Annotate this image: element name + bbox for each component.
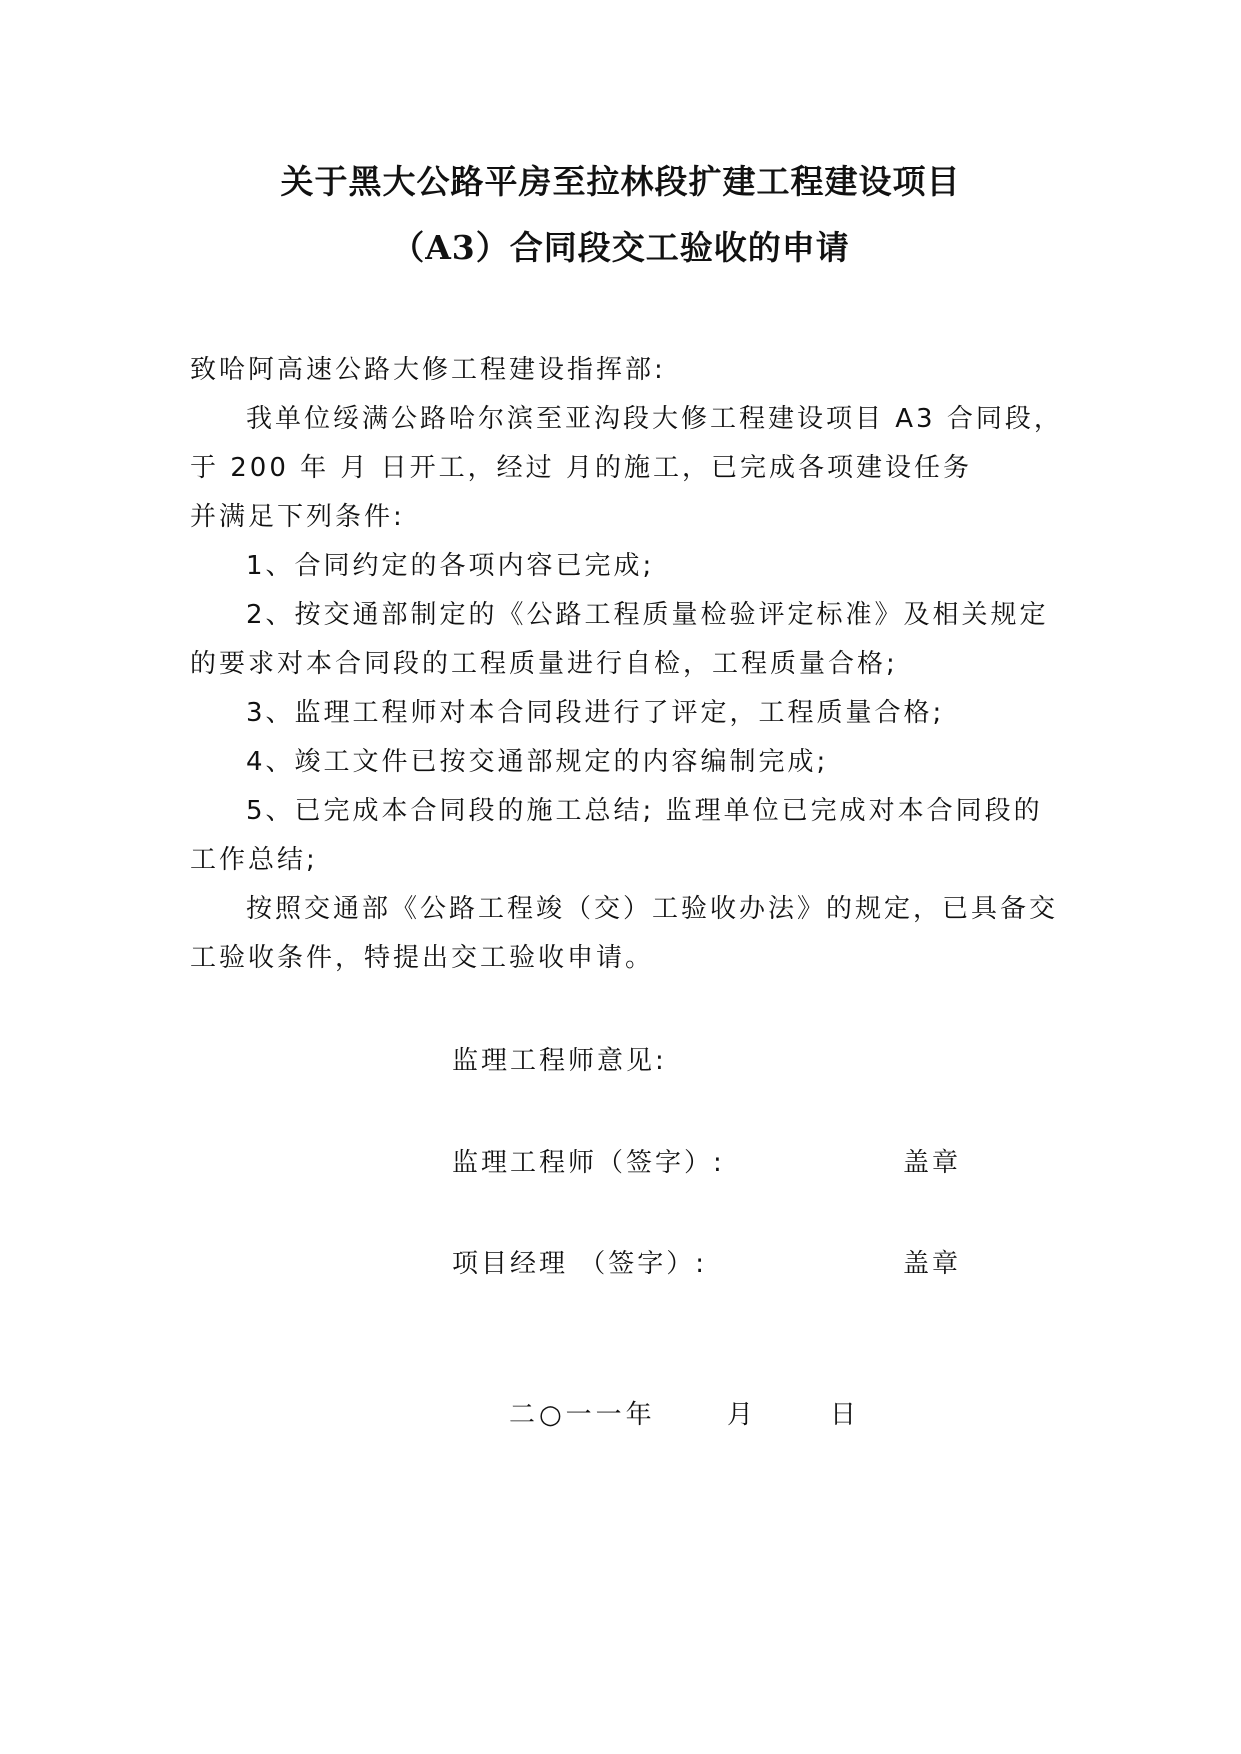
condition-item-2 — [190, 591, 1052, 689]
supervisor-signature-label: 监理工程师（签字）: — [452, 1148, 725, 1178]
paragraph-intro — [190, 395, 1063, 542]
manager-seal-label: 盖章 — [903, 1249, 962, 1279]
addressee: 致哈阿高速公路大修工程建设指挥部: — [190, 355, 666, 385]
manager-signature-label: 项目经理 （签字）: — [452, 1249, 708, 1279]
document-title-line-1: 关于黑大公路平房至拉林段扩建工程建设项目 — [280, 162, 961, 201]
paragraph-line: 4、竣工文件已按交通部规定的内容编制完成; — [246, 747, 829, 777]
condition-item-5 — [190, 787, 1052, 885]
paragraph-line: 按照交通部《公路工程竣（交）工验收办法》的规定，已具备交 — [246, 894, 1059, 924]
condition-item-4 — [190, 738, 1052, 787]
paragraph-line: 并满足下列条件: — [190, 502, 405, 532]
document-title-line-2: （A3）合同段交工验收的申请 — [391, 228, 850, 267]
paragraph-line: 3、监理工程师对本合同段进行了评定，工程质量合格; — [246, 698, 945, 728]
paragraph-line: 我单位绥满公路哈尔滨至亚沟段大修工程建设项目 A3 合同段， — [246, 404, 1063, 434]
date-day: 日 — [830, 1400, 861, 1430]
paragraph-line: 2、按交通部制定的《公路工程质量检验评定标准》及相关规定 — [246, 600, 1049, 630]
paragraph-line: 1、合同约定的各项内容已完成; — [246, 551, 655, 581]
date-year: 二○一一年 — [509, 1400, 656, 1430]
supervisor-opinion-label: 监理工程师意见: — [452, 1046, 667, 1076]
paragraph-line: 于 200 年 月 日开工，经过 月的施工，已完成各项建设任务 — [190, 453, 972, 483]
supervisor-seal-label: 盖章 — [903, 1148, 962, 1178]
paragraph-line: 的要求对本合同段的工程质量进行自检，工程质量合格; — [190, 649, 898, 679]
date-month: 月 — [727, 1400, 758, 1430]
paragraph-line: 工作总结; — [190, 845, 318, 875]
condition-item-1 — [190, 542, 1052, 591]
condition-item-3 — [190, 689, 1052, 738]
paragraph-closing — [190, 885, 1059, 983]
paragraph-line: 工验收条件，特提出交工验收申请。 — [190, 943, 655, 973]
paragraph-line: 5、已完成本合同段的施工总结; 监理单位已完成对本合同段的 — [246, 796, 1043, 826]
